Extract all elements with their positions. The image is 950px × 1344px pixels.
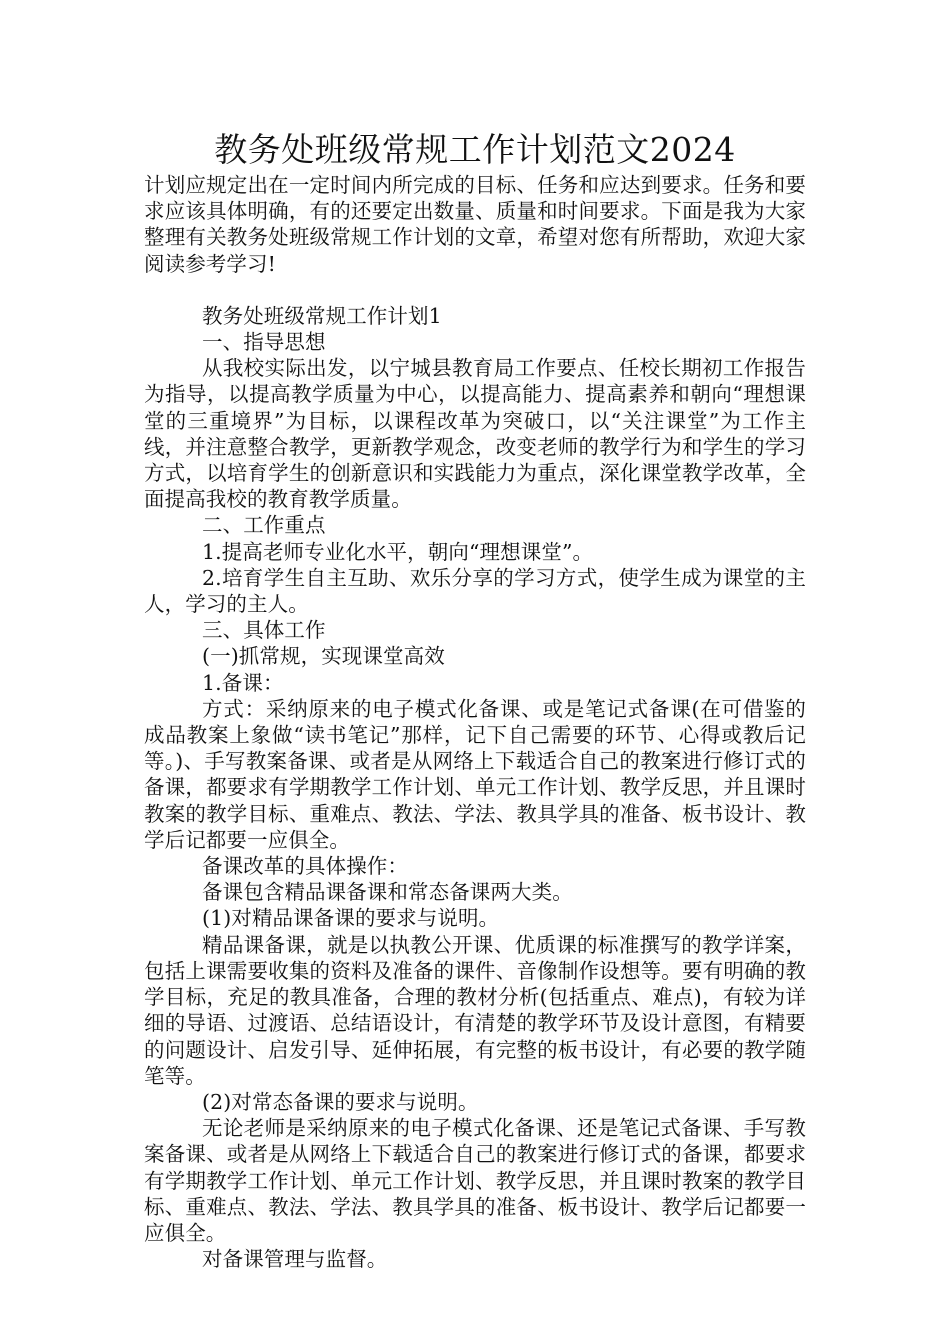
paragraph-premium-req: (1)对精品课备课的要求与说明。: [202, 906, 500, 931]
paragraph-prep-method: 方式：采纳原来的电子模式化备课、或是笔记式备课(在可借鉴的成品教案上象做“读书笔记”那样，记下自己需要的环节、心得或教后记等。)、手写教案备课、或者是从网络上下载适合自己的教案进行修订式的备课，都要求有学期教学工作计划、单元工作计划、教学反思，并且课时教案的教学目标、重难点、教法、学法、教具学具的准备、板书设计、教学后记都要一应俱全。: [144, 696, 806, 852]
paragraph-supervision: 对备课管理与监督。: [202, 1247, 388, 1272]
work-focus-item-1: 1.提高老师专业化水平，朝向“理想课堂”。: [202, 539, 594, 564]
item-lesson-prep: 1.备课：: [202, 670, 284, 695]
section-title: 教务处班级常规工作计划1: [202, 303, 442, 328]
document-title: 教务处班级常规工作计划范文2024: [214, 130, 736, 169]
work-focus-item-2: 2.培育学生自主互助、欢乐分享的学习方式，使学生成为课堂的主人，学习的主人。: [144, 565, 806, 617]
subheading-routine: (一)抓常规，实现课堂高效: [202, 644, 445, 669]
heading-specific-work: 三、具体工作: [202, 618, 326, 643]
paragraph-routine-req: (2)对常态备课的要求与说明。: [202, 1089, 479, 1114]
paragraph-prep-reform: 备课改革的具体操作：: [202, 854, 408, 879]
paragraph-premium-detail: 精品课备课，就是以执教公开课、优质课的标准撰写的教学详案，包括上课需要收集的资料及准备的课件、音像制作设想等。要有明确的教学目标，充足的教具准备，合理的教材分析(包括重点、难点)，有较为详细的导语、过渡语、总结语设计，有清楚的教学环节及设计意图，有精要的问题设计、启发引导、延伸拓展，有完整的板书设计，有必要的教学随笔等。: [144, 932, 806, 1088]
blank-line: [144, 277, 806, 303]
paragraph-guiding-ideology: 从我校实际出发，以宁城县教育局工作要点、任校长期初工作报告为指导，以提高教学质量为中心，以提高能力、提高素养和朝向“理想课堂的三重境界”为目标，以课程改革为突破口，以“关注课堂”为工作主线，并注意整合教学，更新教学观念，改变老师的教学行为和学生的学习方式，以培育学生的创新意识和实践能力为重点，深化课堂教学改革，全面提高我校的教育教学质量。: [144, 356, 806, 512]
paragraph-prep-types: 备课包含精品课备课和常态备课两大类。: [202, 880, 573, 905]
document-page: [144, 128, 806, 1272]
intro-paragraph: 计划应规定出在一定时间内所完成的目标、任务和应达到要求。任务和要求应该具体明确，有的还要定出数量、质量和时间要求。下面是我为大家整理有关教务处班级常规工作计划的文章，希望对您有所帮助，欢迎大家阅读参考学习!: [144, 173, 806, 276]
paragraph-routine-detail: 无论老师是采纳原来的电子模式化备课、还是笔记式备课、手写教案备课、或者是从网络上下载适合自己的教案进行修订式的备课，都要求有学期教学工作计划、单元工作计划、教学反思，并且课时教案的教学目标、重难点、教法、学法、教具学具的准备、板书设计、教学后记都要一应俱全。: [144, 1116, 806, 1245]
heading-guiding-ideology: 一、指导思想: [202, 330, 326, 355]
heading-work-focus: 二、工作重点: [202, 513, 326, 538]
